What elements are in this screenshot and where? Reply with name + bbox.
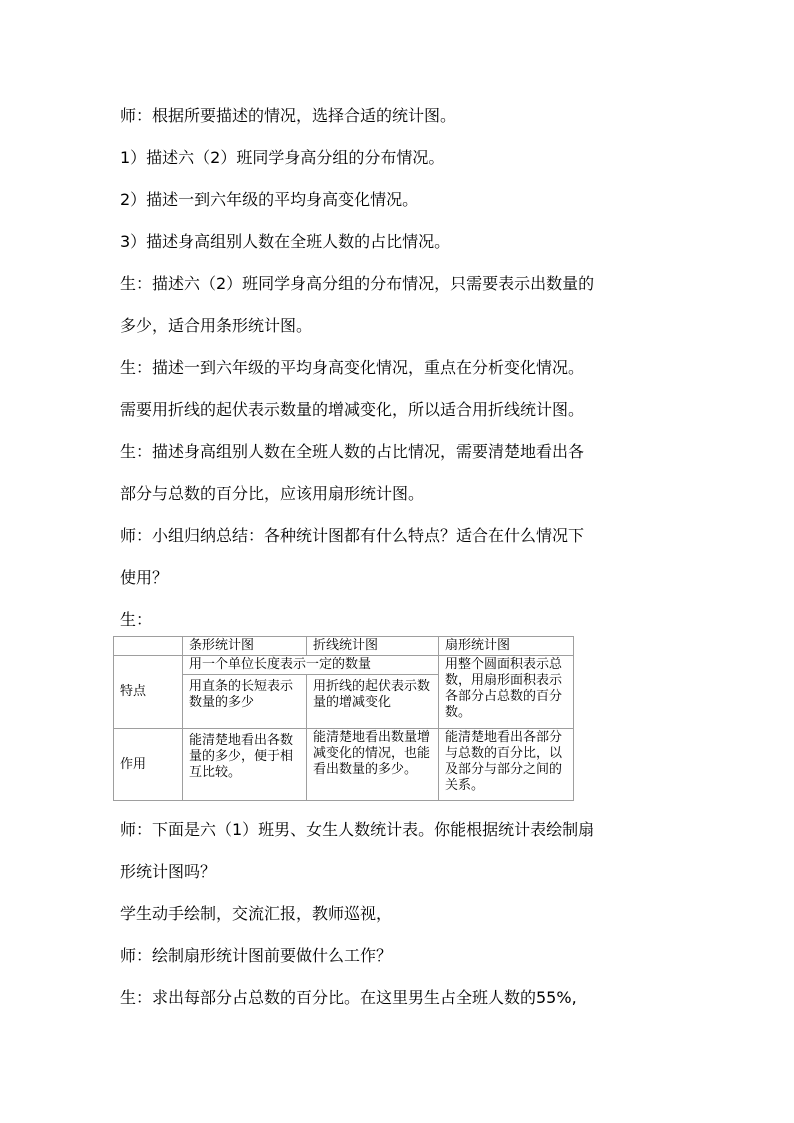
- table-cell-line-feature: 用折线的起伏表示数量的增减变化: [307, 675, 439, 729]
- text-line: 师：下面是六（1）班男、女生人数统计表。你能根据统计表绘制扇: [120, 820, 595, 839]
- table-header-cell: 折线统计图: [307, 637, 439, 656]
- text-line: 部分与总数的百分比，应该用扇形统计图。: [120, 484, 425, 503]
- table-header-cell: 条形统计图: [183, 637, 307, 656]
- text-line: 师：小组归纳总结：各种统计图都有什么特点？适合在什么情况下: [120, 526, 585, 545]
- text-line: 1）描述六（2）班同学身高分组的分布情况。: [120, 148, 445, 167]
- table-cell-bar-use: 能清楚地看出各数量的多少，便于相互比较。: [183, 729, 307, 801]
- text-line: 学生动手绘制，交流汇报，教师巡视，: [120, 904, 393, 923]
- table-header-cell: [114, 637, 183, 656]
- text-line: 生：描述一到六年级的平均身高变化情况，重点在分析变化情况。: [120, 358, 585, 377]
- text-line: 形统计图吗？: [120, 862, 217, 881]
- text-line: 生：求出每部分占总数的百分比。在这里男生占全班人数的55%,: [120, 988, 577, 1007]
- text-line: 3）描述身高组别人数在全班人数的占比情况。: [120, 232, 451, 251]
- text-line: 生：描述身高组别人数在全班人数的占比情况，需要清楚地看出各: [120, 442, 585, 461]
- table-row: [114, 729, 574, 801]
- text-line: 使用？: [120, 568, 169, 587]
- table-cell-common-feature: 用一个单位长度表示一定的数量: [183, 656, 439, 675]
- table-row: [114, 656, 574, 675]
- chart-comparison-table: [113, 636, 574, 801]
- table-cell-pie-feature: 用整个圆面积表示总数，用扇形面积表示各部分占总数的百分数。: [439, 656, 574, 729]
- text-line: 师：绘制扇形统计图前要做什么工作？: [120, 946, 393, 965]
- text-line: 需要用折线的起伏表示数量的增减变化，所以适合用折线统计图。: [120, 400, 585, 419]
- table-cell-bar-feature: 用直条的长短表示数量的多少: [183, 675, 307, 729]
- row-label-uses: 作用: [114, 729, 183, 801]
- table-header-row: [114, 637, 574, 656]
- text-line: 生：描述六（2）班同学身高分组的分布情况，只需要表示出数量的: [120, 274, 595, 293]
- row-label-features: 特点: [114, 656, 183, 729]
- table-cell-pie-use: 能清楚地看出各部分与总数的百分比，以及部分与部分之间的关系。: [439, 729, 574, 801]
- text-line: 师：根据所要描述的情况，选择合适的统计图。: [120, 106, 457, 125]
- table-cell-line-use: 能清楚地看出数量增减变化的情况，也能看出数量的多少。: [307, 729, 439, 801]
- table-header-cell: 扇形统计图: [439, 637, 574, 656]
- text-line: 多少，适合用条形统计图。: [120, 316, 313, 335]
- text-line: 2）描述一到六年级的平均身高变化情况。: [120, 190, 419, 209]
- text-line: 生：: [120, 610, 153, 629]
